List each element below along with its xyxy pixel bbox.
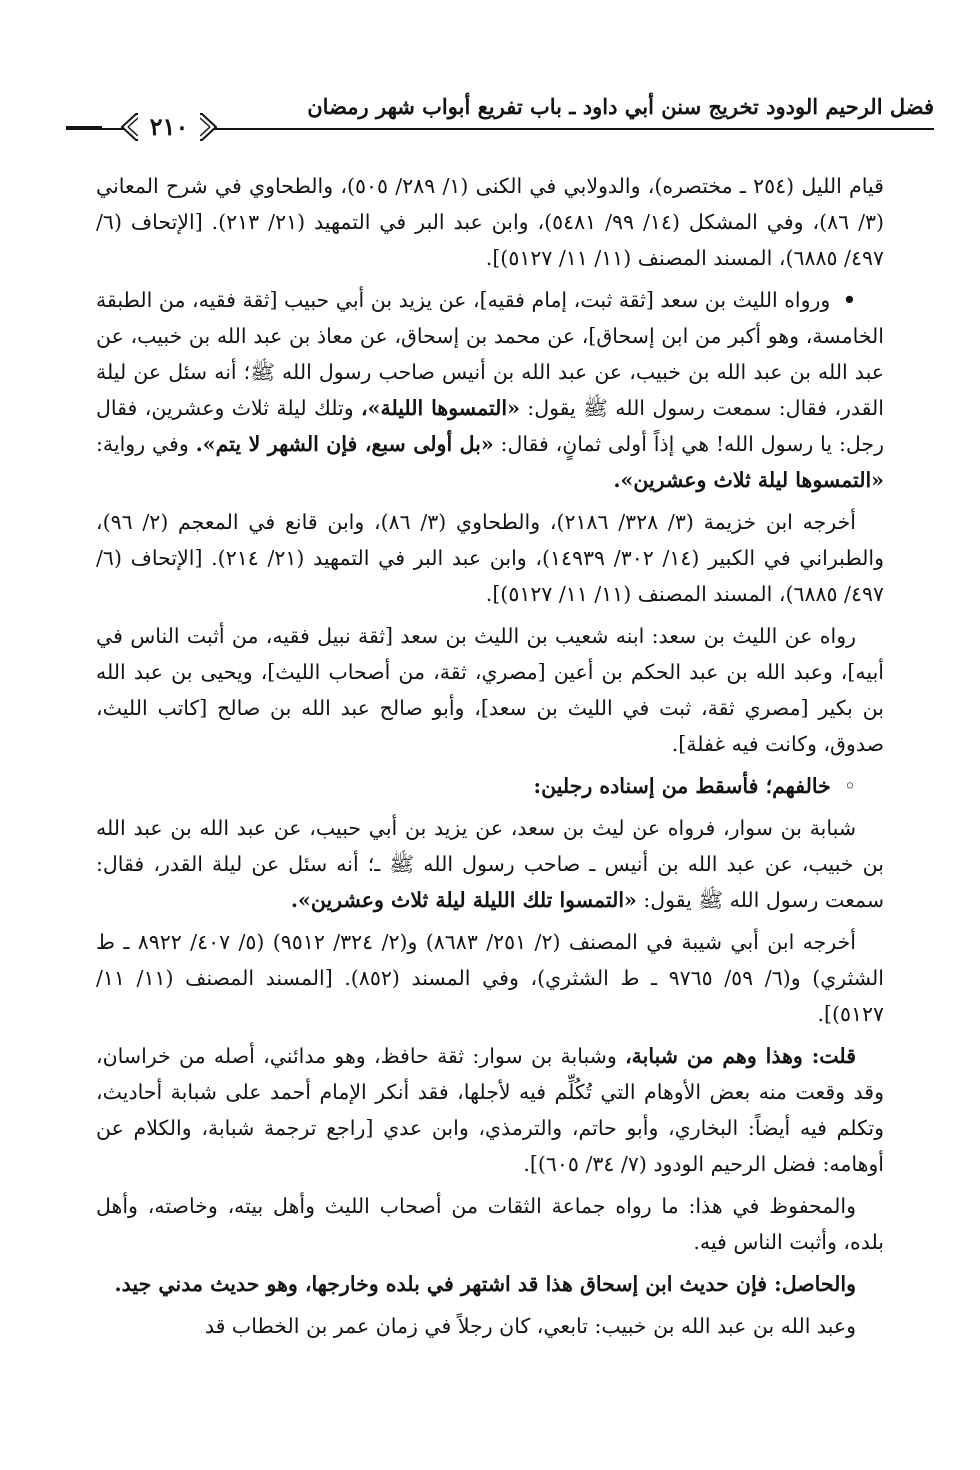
paragraph-text: ورواه الليث بن سعد [ثقة ثبت، إمام فقيه]، عن يزيد بن أبي حبيب [ثقة فقيه، من الطبقة الخامسة، وهو أكبر من ابن إسحاق]، عن محمد بن إسحاق، عن معاذ بن عبد الله بن خبيب، عن عبد الله بن عبد الله بن خبيب، عن عبد الله بن أنيس صاحب رسول الله ﷺ؛ أنه سئل عن ليلة القدر، فقال: سمعت رسول الله ﷺ يقول: xyxy=(96,288,884,420)
paragraph-8 xyxy=(96,1038,884,1182)
paragraph-3 xyxy=(96,504,884,612)
running-title: فضل الرحيم الودود تخريج سنن أبي داود ـ باب تفريع أبواب شهر رمضان xyxy=(307,94,934,119)
paragraph-4 xyxy=(96,618,884,762)
paragraph-9 xyxy=(96,1188,884,1260)
paragraph-6 xyxy=(96,810,884,918)
paragraph-text: قيام الليل (٢٥٤ ـ مختصره)، والدولابي في الكنى (١/ ٢٨٩/ ٥٠٥)، والطحاوي في شرح المعاني (٣/ ٨٦)، وفي المشكل (١٤/ ٩٩/ ٥٤٨١)، وابن عبد البر في التمهيد (٢١/ ٢١٣). [الإتحاف (٦/ ٤٩٧/ ٦٨٨٥)، المسند المصنف (١١/ ١١/ ٥١٢٧)]. xyxy=(96,174,884,270)
paragraph-text: وفي رواية: xyxy=(96,432,189,456)
page-number: ٢١٠ xyxy=(138,112,200,142)
paragraph-2 xyxy=(96,282,884,498)
circle-bullet-icon: ◦ xyxy=(843,774,856,798)
paragraph-10 xyxy=(96,1266,884,1302)
paragraph-text: والمحفوظ في هذا: ما رواه جماعة الثقات من أصحاب الليث وأهل بيته، وخاصته، وأهل بلده، وأثبت الناس فيه. xyxy=(96,1194,884,1254)
page-number-badge xyxy=(120,110,218,144)
paragraph-11 xyxy=(96,1308,884,1344)
paragraph-text: رواه عن الليث بن سعد: ابنه شعيب بن الليث بن سعد [ثقة نبيل فقيه، من أثبت الناس في أبيه]، وعبد الله بن عبد الحكم بن أعين [مصري، ثقة، من أصحاب الليث]، ويحيى بن عبد الله بن بكير [مصري ثقة، ثبت في الليث بن سعد]، وأبو صالح عبد الله بن صالح [كاتب الليث، صدوق، وكانت فيه غفلة]. xyxy=(96,624,884,756)
paragraph-lead: قلت: وهذا وهم من شبابة، xyxy=(625,1044,856,1068)
bullet-icon: • xyxy=(842,288,856,312)
paragraph-text: أخرجه ابن أبي شيبة في المصنف (٢/ ٢٥١/ ٨٦٨٣) و(٢/ ٣٢٤/ ٩٥١٢) (٥/ ٤٠٧/ ٨٩٢٢ ـ ط الشثري) و(٦/ ٥٩/ ٩٧٦٥ ـ ط الشثري)، وفي المسند (٨٥٢). [المسند المصنف (١١/ ١١/ ٥١٢٧)]. xyxy=(96,930,884,1026)
paragraph-7 xyxy=(96,924,884,1032)
paragraph-text: وعبد الله بن عبد الله بن خبيب: تابعي، كان رجلاً في زمان عمر بن الخطاب قد xyxy=(204,1314,856,1338)
hadith-quote: «التمسوا تلك الليلة ليلة ثلاث وعشرين». xyxy=(290,888,637,912)
hadith-quote: «بل أولى سبع، فإن الشهر لا يتم». xyxy=(195,432,494,456)
paragraph-text: وشبابة بن سوار: ثقة حافظ، وهو مدائني، أصله من خراسان، وقد وقعت منه بعض الأوهام التي تُكُلِّم فيه لأجلها، فقد أنكر الإمام أحمد على شبابة أحاديث، وتكلم فيه أيضاً: البخاري، وأبو حاتم، والترمذي، وابن عدي [راجع ترجمة شبابة، والكلام عن أوهامه: فضل الرحيم الودود (٧/ ٣٤/ ٦٠٥)]. xyxy=(96,1044,884,1176)
paragraph-lead: والحاصل: xyxy=(774,1272,856,1296)
paragraph-5 xyxy=(96,768,884,804)
hadith-quote: «التمسوها الليلة»، xyxy=(361,396,520,420)
hadith-quote: «التمسوها ليلة ثلاث وعشرين». xyxy=(613,468,884,492)
page-header xyxy=(66,86,934,150)
paragraph-text: أخرجه ابن خزيمة (٣/ ٣٢٨/ ٢١٨٦)، والطحاوي (٣/ ٨٦)، وابن قانع في المعجم (٢/ ٩٦)، والطبراني في الكبير (١٤/ ٣٠٢/ ١٤٩٣٩)، وابن عبد البر في التمهيد (٢١/ ٢١٤). [الإتحاف (٦/ ٤٩٧/ ٦٨٨٥)، المسند المصنف (١١/ ١١/ ٥١٢٧)]. xyxy=(96,510,884,606)
paragraph-text: فإن حديث ابن إسحاق هذا قد اشتهر في بلده وخارجها، وهو حديث مدني جيد. xyxy=(114,1272,768,1296)
page-body xyxy=(96,168,884,1350)
paragraph-1 xyxy=(96,168,884,276)
paragraph-text: وتلك ليلة ثلاث وعشرين، فقال رجل: يا رسول الله! هي إذاً أولى ثمانٍ، فقال: xyxy=(96,396,884,456)
paragraph-text: خالفهم؛ فأسقط من إسناده رجلين: xyxy=(533,774,831,798)
header-dash xyxy=(66,126,102,128)
paragraph-text: شبابة بن سوار، فرواه عن ليث بن سعد، عن يزيد بن أبي حبيب، عن عبد الله بن عبد الله بن خبيب، عن عبد الله بن أنيس ـ صاحب رسول الله ﷺ ـ؛ أنه سئل عن ليلة القدر، فقال: سمعت رسول الله ﷺ يقول: xyxy=(96,816,884,912)
